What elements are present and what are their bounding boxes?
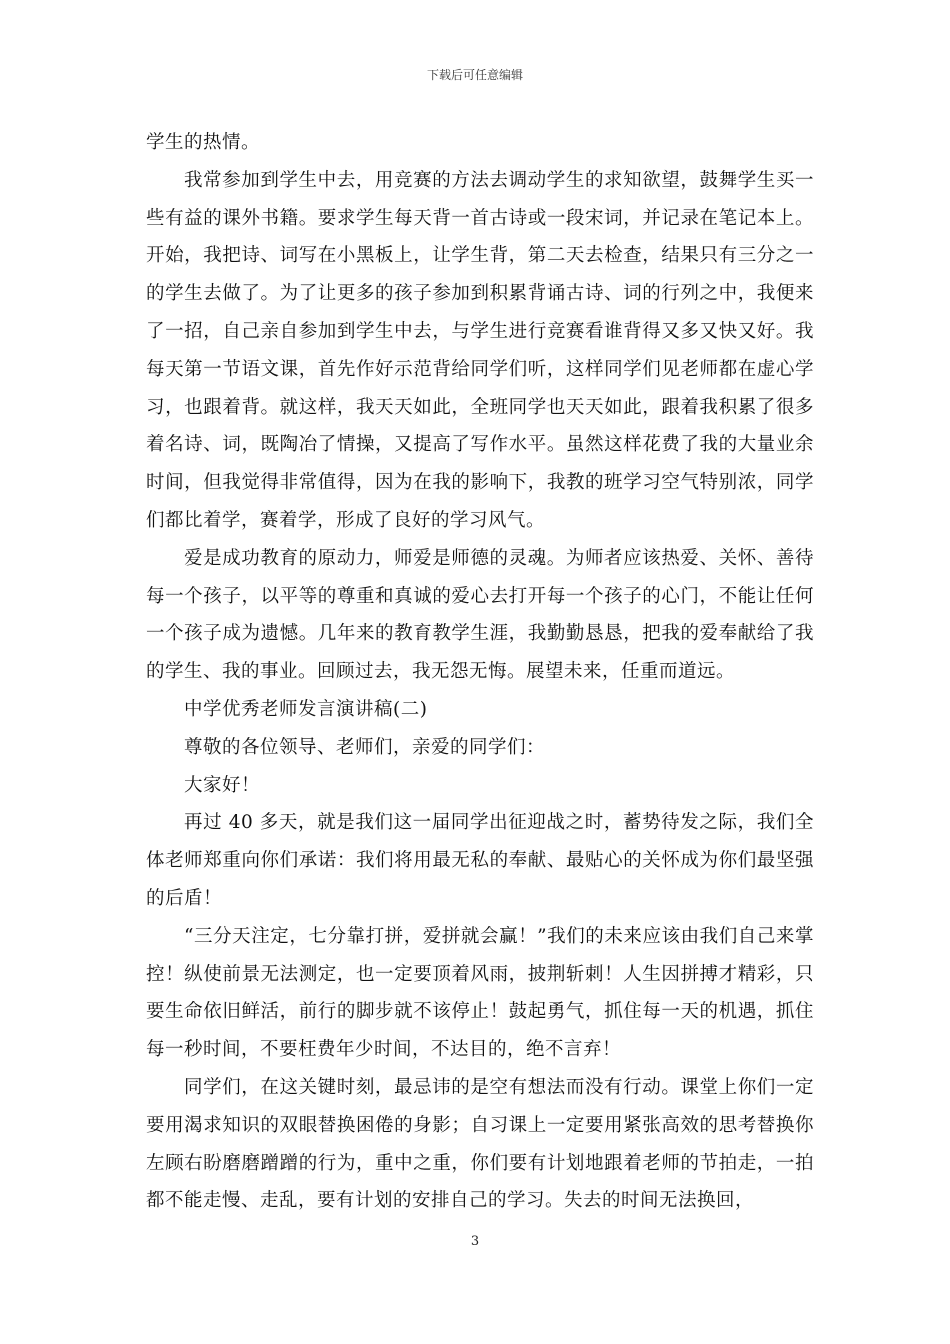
- paragraph: 我常参加到学生中去，用竞赛的方法去调动学生的求知欲望，鼓舞学生买一些有益的课外书籍。要求学生每天背一首古诗或一段宋词，并记录在笔记本上。开始，我把诗、词写在小黑板上，让学生背，第二天去检查，结果只有三分之一的学生去做了。为了让更多的孩子参加到积累背诵古诗、词的行列之中，我便来了一招，自己亲自参加到学生中去，与学生进行竞赛看谁背得又多又快又好。我每天第一节语文课，首先作好示范背给同学们听，这样同学们见老师都在虚心学习，也跟着背。就这样，我天天如此，全班同学也天天如此，跟着我积累了很多着名诗、词，既陶冶了情操，又提高了写作水平。虽然这样花费了我的大量业余时间，但我觉得非常值得，因为在我的影响下，我教的班学习空气特别浓，同学们都比着学，赛着学，形成了良好的学习风气。: [146, 169, 814, 531]
- page-number: 3: [470, 1234, 480, 1249]
- greeting: 大家好！: [184, 774, 261, 796]
- document-body: [146, 124, 814, 1220]
- page-header: 下载后可任意编辑: [426, 68, 523, 82]
- paragraph: 同学们，在这关键时刻，最忌讳的是空有想法而没有行动。课堂上你们一定要用渴求知识的双眼替换困倦的身影；自习课上一定要用紧张高效的思考替换你左顾右盼磨磨蹭蹭的行为，重中之重，你们要有计划地跟着老师的节拍走，一拍都不能走慢、走乱，要有计划的安排自己的学习。失去的时间无法换回，: [146, 1076, 814, 1212]
- section-title: 中学优秀老师发言演讲稿(二): [184, 698, 428, 720]
- paragraph: 再过 40 多天，就是我们这一届同学出征迎战之时，蓄势待发之际，我们全体老师郑重向你们承诺：我们将用最无私的奉献、最贴心的关怀成为你们最坚强的后盾！: [146, 812, 814, 909]
- paragraph: “三分天注定，七分靠打拼，爱拼就会赢！”我们的未来应该由我们自己来掌控！纵使前景无法测定，也一定要顶着风雨，披荆斩刺！人生因拼搏才精彩，只要生命依旧鲜活，前行的脚步就不该停止！鼓起勇气，抓住每一天的机遇，抓住每一秒时间，不要枉费年少时间，不达目的，绝不言弃！: [146, 925, 814, 1061]
- salutation: 尊敬的各位领导、老师们，亲爱的同学们：: [184, 736, 546, 758]
- paragraph: 学生的热情。: [146, 132, 261, 153]
- paragraph: 爱是成功教育的原动力，师爱是师德的灵魂。为师者应该热爱、关怀、善待每一个孩子，以平等的尊重和真诚的爱心去打开每一个孩子的心门，不能让任何一个孩子成为遗憾。几年来的教育教学生涯，我勤勤恳恳，把我的爱奉献给了我的学生、我的事业。回顾过去，我无怨无悔。展望未来，任重而道远。: [146, 547, 814, 683]
